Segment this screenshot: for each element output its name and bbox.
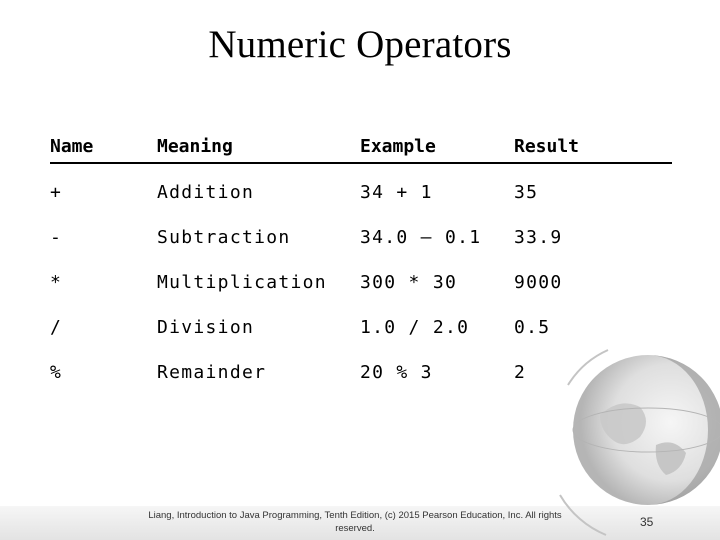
header-result: Result xyxy=(514,136,580,157)
operator-meaning: Division xyxy=(157,317,255,338)
table-row xyxy=(50,254,672,299)
operator-result: 35 xyxy=(514,182,539,203)
operator-name: - xyxy=(50,227,63,248)
operator-result: 9000 xyxy=(514,272,563,293)
header-example: Example xyxy=(360,136,436,157)
operator-result: 0.5 xyxy=(514,317,551,338)
operator-meaning: Multiplication xyxy=(157,272,327,293)
table-header xyxy=(50,132,672,164)
operator-name: * xyxy=(50,272,63,293)
operator-name: % xyxy=(50,362,63,383)
page-number: 35 xyxy=(640,515,654,529)
operator-example: 20 % 3 xyxy=(360,362,433,383)
operator-result: 33.9 xyxy=(514,227,563,248)
table-row xyxy=(50,164,672,209)
table-row xyxy=(50,209,672,254)
operator-meaning: Subtraction xyxy=(157,227,291,248)
operator-meaning: Remainder xyxy=(157,362,267,383)
slide-title: Numeric Operators xyxy=(208,23,512,66)
table-row xyxy=(50,299,672,344)
header-name: Name xyxy=(50,136,94,157)
operator-name: + xyxy=(50,182,63,203)
operator-result: 2 xyxy=(514,362,527,383)
operator-example: 34 + 1 xyxy=(360,182,433,203)
operator-meaning: Addition xyxy=(157,182,255,203)
operator-example: 1.0 / 2.0 xyxy=(360,317,470,338)
globe-icon xyxy=(548,345,720,540)
operator-example: 300 * 30 xyxy=(360,272,458,293)
operator-example: 34.0 – 0.1 xyxy=(360,227,482,248)
footer-copyright: Liang, Introduction to Java Programming, Tenth Edition, (c) 2015 Pearson Education, Inc. All rights reserved. xyxy=(148,510,562,534)
operator-name: / xyxy=(50,317,63,338)
header-meaning: Meaning xyxy=(157,136,233,157)
